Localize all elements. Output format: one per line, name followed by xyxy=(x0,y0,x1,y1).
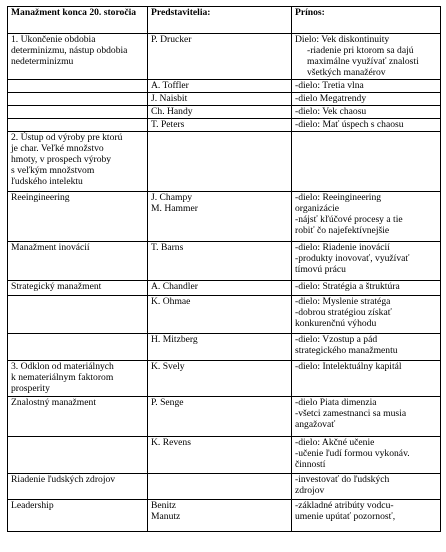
contribution-cell xyxy=(292,192,441,242)
representatives-cell xyxy=(148,106,292,119)
period-cell xyxy=(8,296,148,334)
cell-text-line: Riadenie ľudských zdrojov xyxy=(11,474,116,485)
representatives-cell xyxy=(148,474,292,500)
cell-text-line: T. Barns xyxy=(151,242,184,253)
cell-text-line: Dielo: Vek diskontinuity xyxy=(295,34,390,45)
cell-text-line: Manažment inovácií xyxy=(11,242,90,253)
representatives-cell xyxy=(148,80,292,93)
period-cell xyxy=(8,242,148,281)
cell-text-line: Manutz xyxy=(151,511,181,522)
cell-text-line: P. Senge xyxy=(151,397,184,408)
period-cell xyxy=(8,132,148,192)
cell-text-line: -všetci zamestnanci sa musia xyxy=(295,408,407,419)
cell-text-line: 1. Ukončenie obdobia xyxy=(11,34,96,45)
contribution-cell xyxy=(292,93,441,106)
table-row xyxy=(8,242,441,281)
cell-text-line: -dobrou stratégiou získať xyxy=(295,307,392,318)
period-cell xyxy=(8,80,148,93)
cell-text-line: konkurenčnú výhodu xyxy=(295,318,377,329)
cell-text-line: -dielo: Vzostup a pád xyxy=(295,334,378,345)
table-row xyxy=(8,80,441,93)
cell-text-line: strategického manažmentu xyxy=(295,345,398,356)
table-row xyxy=(8,132,441,192)
table-body xyxy=(8,34,441,532)
cell-text-line: K. Revens xyxy=(151,437,191,448)
table-row xyxy=(8,474,441,500)
period-cell xyxy=(8,361,148,397)
representatives-cell xyxy=(148,296,292,334)
representatives-cell xyxy=(148,334,292,361)
table-row xyxy=(8,334,441,361)
period-cell xyxy=(8,192,148,242)
table-row xyxy=(8,93,441,106)
header-contribution: Prínos: xyxy=(292,7,441,34)
cell-text-line: determinizmu, nástup obdobia xyxy=(11,45,128,56)
cell-text-line: všetkých manažérov xyxy=(307,67,386,78)
cell-text-line: -riadenie pri ktorom sa dajú xyxy=(307,45,414,56)
contribution-cell xyxy=(292,281,441,296)
cell-text-line: angažovať xyxy=(295,419,336,430)
cell-text-line: 2. Ústup od výroby pre ktorú xyxy=(11,132,123,143)
cell-text-line: -investovať do ľudských xyxy=(295,474,390,485)
cell-text-line: maximálne využívať znalosti xyxy=(307,56,419,67)
cell-text-line: -dielo: Tretia vlna xyxy=(295,80,364,91)
representatives-cell xyxy=(148,132,292,192)
period-cell xyxy=(8,334,148,361)
cell-text-line: P. Drucker xyxy=(151,34,192,45)
representatives-cell xyxy=(148,93,292,106)
cell-text-line: Strategický manažment xyxy=(11,281,102,292)
contribution-cell xyxy=(292,397,441,437)
cell-text-line: M. Hammer xyxy=(151,203,198,214)
cell-text-line: Ch. Handy xyxy=(151,106,193,117)
cell-text-line: činností xyxy=(295,459,326,470)
representatives-cell xyxy=(148,500,292,532)
table-row xyxy=(8,500,441,532)
contribution-cell xyxy=(292,500,441,532)
cell-text-line: -dielo: Akčné učenie xyxy=(295,437,375,448)
cell-text-line: J. Champy xyxy=(151,192,193,203)
table-row xyxy=(8,397,441,437)
cell-text-line: zdrojov xyxy=(295,485,325,496)
contribution-cell xyxy=(292,474,441,500)
period-cell xyxy=(8,281,148,296)
cell-text-line: -dielo: Reeingineering xyxy=(295,192,382,203)
contribution-cell xyxy=(292,80,441,93)
cell-text-line: -dielo Megatrendy xyxy=(295,93,367,104)
representatives-cell xyxy=(148,34,292,80)
cell-text-line: Benitz xyxy=(151,500,177,511)
table-row xyxy=(8,296,441,334)
table-row xyxy=(8,106,441,119)
cell-text-line: -dielo: Myslenie stratéga xyxy=(295,296,391,307)
table-row xyxy=(8,119,441,132)
cell-text-line: -základné atribúty vodcu- xyxy=(295,500,394,511)
representatives-cell xyxy=(148,361,292,397)
cell-text-line: nedeterminizmu xyxy=(11,56,74,67)
cell-text-line: je char. Veľké množstvo xyxy=(11,143,104,154)
representatives-cell xyxy=(148,281,292,296)
contribution-cell xyxy=(292,296,441,334)
representatives-cell xyxy=(148,192,292,242)
representatives-cell xyxy=(148,437,292,474)
table-row xyxy=(8,34,441,80)
cell-text-line: tímovú prácu xyxy=(295,264,346,275)
cell-text-line: -dielo: Stratégia a štruktúra xyxy=(295,281,400,292)
cell-text-line: A. Toffler xyxy=(151,80,189,91)
contribution-cell xyxy=(292,334,441,361)
period-cell xyxy=(8,119,148,132)
cell-text-line: k nemateriálnym faktorom xyxy=(11,372,114,383)
representatives-cell xyxy=(148,397,292,437)
cell-text-line: -nájsť kľúčové procesy a tie xyxy=(295,214,403,225)
cell-text-line: -produkty inovovať, využívať xyxy=(295,253,410,264)
cell-text-line: -dielo: Intelektuálny kapitál xyxy=(295,361,402,372)
cell-text-line: -dielo Piata dimenzia xyxy=(295,397,377,408)
cell-text-line: Znalostný manažment xyxy=(11,397,96,408)
management-table xyxy=(7,6,441,532)
cell-text-line: H. Mitzberg xyxy=(151,334,198,345)
cell-text-line: -dielo: Riadenie inovácií xyxy=(295,242,390,253)
cell-text-line: A. Chandler xyxy=(151,281,198,292)
table-row xyxy=(8,361,441,397)
contribution-cell xyxy=(292,132,441,192)
contribution-cell xyxy=(292,242,441,281)
cell-text-line: T. Peters xyxy=(151,119,185,130)
cell-text-line: -učenie ľudí formou vykonáv. xyxy=(295,448,410,459)
cell-text-line: K. Svely xyxy=(151,361,185,372)
header-representatives: Predstavitelia: xyxy=(148,7,292,34)
cell-text-line: robiť čo najefektívnejšie xyxy=(295,225,390,236)
cell-text-line: s veľkým množstvom xyxy=(11,165,95,176)
contribution-cell xyxy=(292,119,441,132)
period-cell xyxy=(8,106,148,119)
contribution-cell xyxy=(292,34,441,80)
period-cell xyxy=(8,93,148,106)
contribution-cell xyxy=(292,106,441,119)
period-cell xyxy=(8,437,148,474)
period-cell xyxy=(8,397,148,437)
table-row xyxy=(8,192,441,242)
cell-text-line: Leadership xyxy=(11,500,54,511)
contribution-cell xyxy=(292,437,441,474)
cell-text-line: umenie upútať pozornosť, xyxy=(295,511,396,522)
representatives-cell xyxy=(148,119,292,132)
cell-text-line: 3. Odklon od materiálnych xyxy=(11,361,114,372)
cell-text-line: J. Naisbit xyxy=(151,93,188,104)
cell-text-line: -dielo: Mať úspech s chaosu xyxy=(295,119,404,130)
cell-text-line: hmoty, v prospech výroby xyxy=(11,154,112,165)
cell-text-line: -dielo: Vek chaosu xyxy=(295,106,367,117)
table-header-row xyxy=(8,7,441,34)
cell-text-line: Reeingineering xyxy=(11,192,70,203)
representatives-cell xyxy=(148,242,292,281)
period-cell xyxy=(8,474,148,500)
header-management: Manažment konca 20. storočia xyxy=(8,7,148,34)
cell-text-line: ľudského intelektu xyxy=(11,176,83,187)
cell-text-line: K. Ohmae xyxy=(151,296,191,307)
period-cell xyxy=(8,34,148,80)
table-row xyxy=(8,437,441,474)
contribution-cell xyxy=(292,361,441,397)
period-cell xyxy=(8,500,148,532)
table-row xyxy=(8,281,441,296)
cell-text-line: prosperity xyxy=(11,383,50,394)
cell-text-line: organizácie xyxy=(295,203,340,214)
